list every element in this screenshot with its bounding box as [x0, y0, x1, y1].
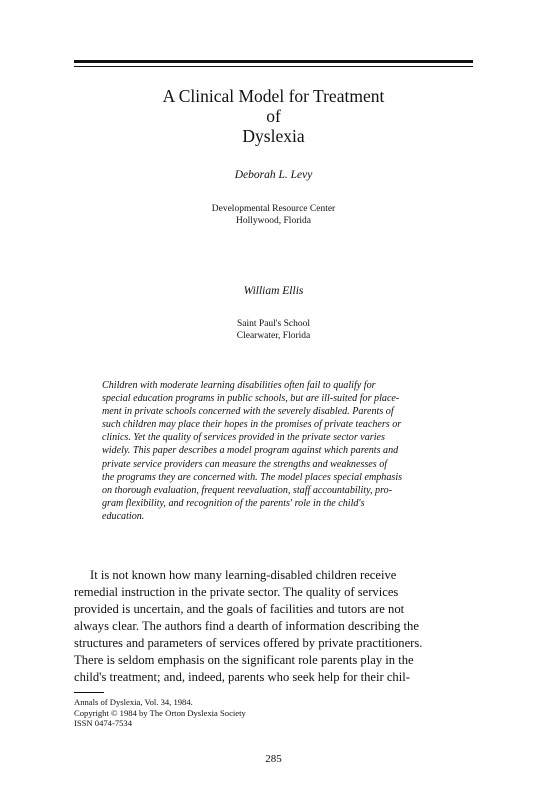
body-text	[74, 567, 473, 686]
abstract-line: Children with moderate learning disabilities often fail to qualify for	[102, 380, 376, 391]
body-line: always clear. The authors find a dearth of information describing the	[74, 619, 419, 633]
abstract-line: special education programs in public schools, but are ill-suited for place-	[102, 393, 400, 405]
author-affiliation-2	[74, 318, 473, 342]
header-rule-thin	[74, 66, 473, 67]
affiliation-1-line-2: Hollywood, Florida	[236, 216, 311, 226]
abstract-line: clinics. Yet the quality of services provided in the private sector varies	[102, 432, 385, 444]
title-line-1: A Clinical Model for Treatment	[162, 86, 385, 106]
footnote-issn: ISSN 0474-7534	[74, 718, 133, 728]
abstract	[102, 379, 447, 523]
abstract-line: gram flexibility, and recognition of the parents' role in the child's	[102, 497, 365, 509]
abstract-line: such children may place their hopes in the promises of private teachers or	[102, 419, 402, 431]
affiliation-2-line-2: Clearwater, Florida	[236, 331, 311, 341]
footnote	[74, 697, 246, 729]
footnote-journal: Annals of Dyslexia, Vol. 34, 1984.	[74, 697, 193, 707]
body-line: remedial instruction in the private sector. The quality of services	[74, 585, 399, 599]
body-line: provided is uncertain, and the goals of facilities and tutors are not	[74, 602, 405, 616]
article-title	[74, 86, 473, 146]
body-line: structures and parameters of services offered by private practitioners.	[74, 636, 423, 650]
title-line-3: Dyslexia	[242, 126, 305, 146]
title-line-2: of	[266, 106, 281, 126]
abstract-line: private service providers can measure the strengths and weaknesses of	[102, 458, 388, 470]
abstract-line: widely. This paper describes a model program against which parents and	[102, 445, 399, 457]
affiliation-2-line-1: Saint Paul's School	[237, 319, 310, 329]
author-affiliation-1	[74, 203, 473, 227]
abstract-line: education.	[102, 510, 145, 522]
body-line: There is seldom emphasis on the significant role parents play in the	[74, 653, 414, 667]
abstract-line: on thorough evaluation, frequent reevaluation, staff accountability, pro-	[102, 484, 393, 496]
abstract-line: ment in private schools concerned with the severely disabled. Parents of	[102, 406, 394, 418]
footnote-rule	[74, 692, 104, 693]
author-name-1: Deborah L. Levy	[234, 169, 313, 181]
page-number: 285	[265, 753, 282, 765]
footnote-copyright: Copyright © 1984 by The Orton Dyslexia Society	[74, 707, 246, 718]
author-name-2: William Ellis	[243, 285, 304, 297]
body-line: It is not known how many learning-disabled children receive	[90, 568, 397, 582]
affiliation-1-line-1: Developmental Resource Center	[211, 204, 336, 214]
abstract-line: the programs they are concerned with. The model places special emphasis	[102, 471, 403, 483]
header-rule-thick	[74, 60, 473, 63]
body-line: child's treatment; and, indeed, parents who seek help for their chil-	[74, 670, 410, 684]
